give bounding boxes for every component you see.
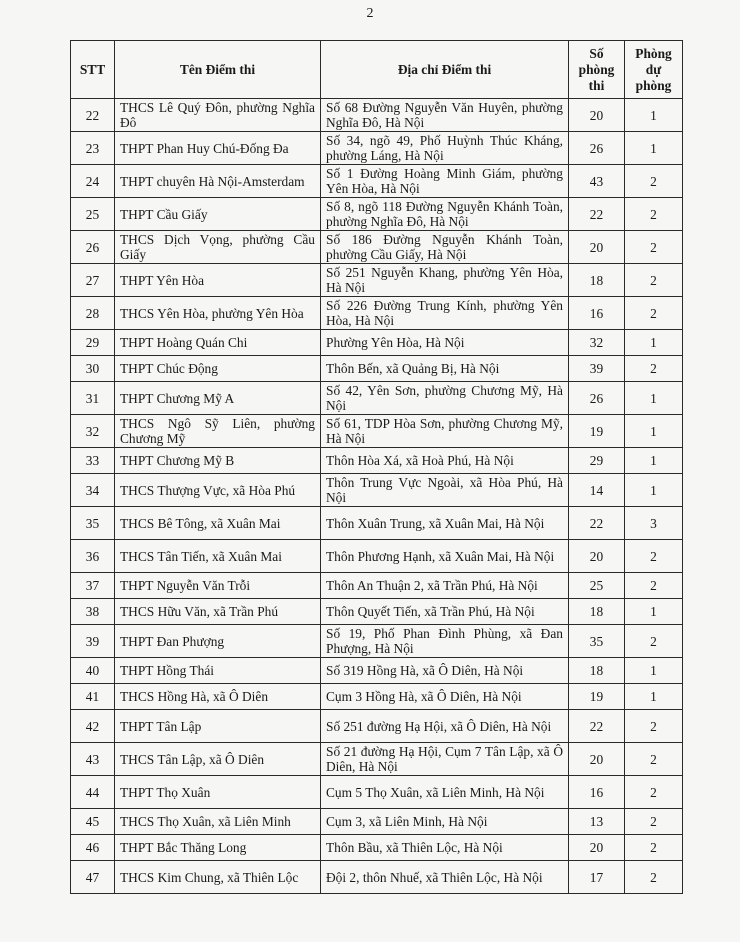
cell-stt: 39 xyxy=(71,625,115,658)
cell-name: THPT Yên Hòa xyxy=(115,264,321,297)
cell-stt: 44 xyxy=(71,776,115,809)
table-row xyxy=(71,743,683,776)
table-row xyxy=(71,448,683,474)
cell-rooms: 16 xyxy=(569,776,625,809)
cell-name: THCS Tân Lập, xã Ô Diên xyxy=(115,743,321,776)
header-reserve-line2: dự xyxy=(645,61,662,77)
cell-stt: 38 xyxy=(71,599,115,625)
cell-rooms: 18 xyxy=(569,599,625,625)
cell-rooms: 22 xyxy=(569,198,625,231)
cell-stt: 24 xyxy=(71,165,115,198)
cell-reserve: 1 xyxy=(625,382,683,415)
cell-stt: 27 xyxy=(71,264,115,297)
cell-address: Thôn An Thuận 2, xã Trần Phú, Hà Nội xyxy=(321,573,569,599)
cell-rooms: 13 xyxy=(569,809,625,835)
cell-rooms: 25 xyxy=(569,573,625,599)
cell-reserve: 1 xyxy=(625,99,683,132)
cell-stt: 32 xyxy=(71,415,115,448)
cell-stt: 42 xyxy=(71,710,115,743)
page-number: 2 xyxy=(366,6,374,21)
cell-address: Thôn Trung Vực Ngoài, xã Hòa Phú, Hà Nội xyxy=(321,474,569,507)
cell-reserve: 2 xyxy=(625,625,683,658)
header-stt: STT xyxy=(71,41,115,99)
cell-rooms: 20 xyxy=(569,99,625,132)
table-row xyxy=(71,382,683,415)
header-rooms-line2: phòng xyxy=(578,61,615,77)
cell-stt: 34 xyxy=(71,474,115,507)
cell-reserve: 1 xyxy=(625,448,683,474)
cell-name: THCS Yên Hòa, phường Yên Hòa xyxy=(115,297,321,330)
cell-address: Số 19, Phố Phan Đình Phùng, xã Đan Phượng, Hà Nội xyxy=(321,625,569,658)
cell-reserve: 2 xyxy=(625,356,683,382)
cell-address: Số 1 Đường Hoàng Minh Giám, phường Yên Hòa, Hà Nội xyxy=(321,165,569,198)
cell-rooms: 32 xyxy=(569,330,625,356)
cell-reserve: 2 xyxy=(625,264,683,297)
cell-reserve: 2 xyxy=(625,710,683,743)
cell-address: Số 42, Yên Sơn, phường Chương Mỹ, Hà Nội xyxy=(321,382,569,415)
table-row xyxy=(71,132,683,165)
cell-rooms: 22 xyxy=(569,710,625,743)
table-row xyxy=(71,264,683,297)
cell-stt: 40 xyxy=(71,658,115,684)
cell-rooms: 18 xyxy=(569,264,625,297)
cell-rooms: 35 xyxy=(569,625,625,658)
cell-address: Số 186 Đường Nguyễn Khánh Toàn, phường Cầu Giấy, Hà Nội xyxy=(321,231,569,264)
exam-sites-table xyxy=(70,40,683,894)
cell-name: THCS Ngô Sỹ Liên, phường Chương Mỹ xyxy=(115,415,321,448)
table-row xyxy=(71,625,683,658)
cell-name: THPT Bắc Thăng Long xyxy=(115,835,321,861)
cell-name: THCS Tân Tiến, xã Xuân Mai xyxy=(115,540,321,573)
header-reserve-line3: phòng xyxy=(635,77,672,93)
cell-stt: 36 xyxy=(71,540,115,573)
cell-rooms: 18 xyxy=(569,658,625,684)
cell-address: Số 319 Hồng Hà, xã Ô Diên, Hà Nội xyxy=(321,658,569,684)
cell-stt: 26 xyxy=(71,231,115,264)
cell-reserve: 3 xyxy=(625,507,683,540)
cell-rooms: 20 xyxy=(569,540,625,573)
cell-address: Số 68 Đường Nguyễn Văn Huyên, phường Nghĩa Đô, Hà Nội xyxy=(321,99,569,132)
table-header-row xyxy=(71,41,683,99)
cell-reserve: 2 xyxy=(625,231,683,264)
cell-name: THCS Bê Tông, xã Xuân Mai xyxy=(115,507,321,540)
table-row xyxy=(71,99,683,132)
cell-stt: 29 xyxy=(71,330,115,356)
cell-reserve: 2 xyxy=(625,776,683,809)
cell-name: THCS Kim Chung, xã Thiên Lộc xyxy=(115,861,321,894)
cell-name: THPT chuyên Hà Nội-Amsterdam xyxy=(115,165,321,198)
cell-stt: 46 xyxy=(71,835,115,861)
cell-address: Phường Yên Hòa, Hà Nội xyxy=(321,330,569,356)
cell-address: Thôn Hòa Xá, xã Hoà Phú, Hà Nội xyxy=(321,448,569,474)
cell-name: THPT Tân Lập xyxy=(115,710,321,743)
table-row xyxy=(71,710,683,743)
header-rooms xyxy=(569,41,625,99)
table-row xyxy=(71,198,683,231)
cell-address: Cụm 3 Hồng Hà, xã Ô Diên, Hà Nội xyxy=(321,684,569,710)
header-address: Địa chỉ Điểm thi xyxy=(321,41,569,99)
table-row xyxy=(71,684,683,710)
header-rooms-line1: Số xyxy=(589,45,604,61)
cell-name: THCS Hồng Hà, xã Ô Diên xyxy=(115,684,321,710)
header-reserve xyxy=(625,41,683,99)
cell-rooms: 14 xyxy=(569,474,625,507)
table-row xyxy=(71,658,683,684)
cell-name: THPT Hồng Thái xyxy=(115,658,321,684)
table-row xyxy=(71,415,683,448)
cell-reserve: 2 xyxy=(625,809,683,835)
table-row xyxy=(71,599,683,625)
cell-rooms: 20 xyxy=(569,743,625,776)
cell-rooms: 39 xyxy=(569,356,625,382)
cell-address: Thôn Bầu, xã Thiên Lộc, Hà Nội xyxy=(321,835,569,861)
cell-address: Đội 2, thôn Nhuế, xã Thiên Lộc, Hà Nội xyxy=(321,861,569,894)
cell-name: THPT Hoàng Quán Chi xyxy=(115,330,321,356)
table-row xyxy=(71,165,683,198)
cell-name: THPT Thọ Xuân xyxy=(115,776,321,809)
table-row xyxy=(71,540,683,573)
cell-stt: 33 xyxy=(71,448,115,474)
cell-reserve: 1 xyxy=(625,684,683,710)
cell-stt: 35 xyxy=(71,507,115,540)
cell-stt: 47 xyxy=(71,861,115,894)
cell-rooms: 17 xyxy=(569,861,625,894)
cell-stt: 28 xyxy=(71,297,115,330)
cell-reserve: 2 xyxy=(625,573,683,599)
cell-reserve: 2 xyxy=(625,835,683,861)
table-row xyxy=(71,835,683,861)
cell-rooms: 20 xyxy=(569,835,625,861)
table-row xyxy=(71,776,683,809)
cell-rooms: 19 xyxy=(569,684,625,710)
table-row xyxy=(71,356,683,382)
cell-stt: 23 xyxy=(71,132,115,165)
cell-name: THPT Cầu Giấy xyxy=(115,198,321,231)
cell-rooms: 26 xyxy=(569,382,625,415)
cell-rooms: 19 xyxy=(569,415,625,448)
table-body xyxy=(71,99,683,894)
cell-name: THPT Nguyễn Văn Trỗi xyxy=(115,573,321,599)
cell-address: Thôn Xuân Trung, xã Xuân Mai, Hà Nội xyxy=(321,507,569,540)
cell-rooms: 29 xyxy=(569,448,625,474)
cell-reserve: 1 xyxy=(625,415,683,448)
table-row xyxy=(71,809,683,835)
cell-reserve: 2 xyxy=(625,743,683,776)
cell-name: THCS Dịch Vọng, phường Cầu Giấy xyxy=(115,231,321,264)
cell-stt: 22 xyxy=(71,99,115,132)
header-name: Tên Điểm thi xyxy=(115,41,321,99)
cell-name: THCS Thọ Xuân, xã Liên Minh xyxy=(115,809,321,835)
header-rooms-line3: thi xyxy=(588,77,605,93)
cell-rooms: 26 xyxy=(569,132,625,165)
cell-name: THCS Thượng Vực, xã Hòa Phú xyxy=(115,474,321,507)
cell-reserve: 1 xyxy=(625,474,683,507)
table-row xyxy=(71,231,683,264)
cell-stt: 41 xyxy=(71,684,115,710)
cell-name: THPT Phan Huy Chú-Đống Đa xyxy=(115,132,321,165)
cell-address: Số 34, ngõ 49, Phố Huỳnh Thúc Kháng, phường Láng, Hà Nội xyxy=(321,132,569,165)
cell-address: Số 61, TDP Hòa Sơn, phường Chương Mỹ, Hà Nội xyxy=(321,415,569,448)
table-row xyxy=(71,861,683,894)
cell-address: Thôn Phương Hạnh, xã Xuân Mai, Hà Nội xyxy=(321,540,569,573)
cell-reserve: 2 xyxy=(625,861,683,894)
cell-name: THPT Chúc Động xyxy=(115,356,321,382)
cell-stt: 37 xyxy=(71,573,115,599)
cell-address: Số 21 đường Hạ Hội, Cụm 7 Tân Lập, xã Ô Diên, Hà Nội xyxy=(321,743,569,776)
cell-reserve: 1 xyxy=(625,330,683,356)
cell-stt: 43 xyxy=(71,743,115,776)
cell-rooms: 22 xyxy=(569,507,625,540)
cell-name: THCS Hữu Văn, xã Trần Phú xyxy=(115,599,321,625)
cell-address: Cụm 5 Thọ Xuân, xã Liên Minh, Hà Nội xyxy=(321,776,569,809)
cell-address: Số 251 Nguyễn Khang, phường Yên Hòa, Hà Nội xyxy=(321,264,569,297)
cell-rooms: 20 xyxy=(569,231,625,264)
cell-stt: 25 xyxy=(71,198,115,231)
cell-reserve: 1 xyxy=(625,599,683,625)
cell-name: THPT Chương Mỹ A xyxy=(115,382,321,415)
cell-rooms: 43 xyxy=(569,165,625,198)
cell-address: Số 226 Đường Trung Kính, phường Yên Hòa, Hà Nội xyxy=(321,297,569,330)
table-row xyxy=(71,474,683,507)
cell-address: Số 8, ngõ 118 Đường Nguyễn Khánh Toàn, phường Nghĩa Đô, Hà Nội xyxy=(321,198,569,231)
cell-address: Số 251 đường Hạ Hội, xã Ô Diên, Hà Nội xyxy=(321,710,569,743)
cell-reserve: 1 xyxy=(625,132,683,165)
cell-stt: 45 xyxy=(71,809,115,835)
cell-address: Thôn Bến, xã Quảng Bị, Hà Nội xyxy=(321,356,569,382)
table-row xyxy=(71,507,683,540)
cell-reserve: 2 xyxy=(625,165,683,198)
cell-address: Thôn Quyết Tiến, xã Trần Phú, Hà Nội xyxy=(321,599,569,625)
cell-reserve: 2 xyxy=(625,540,683,573)
cell-reserve: 2 xyxy=(625,297,683,330)
cell-reserve: 2 xyxy=(625,198,683,231)
header-reserve-line1: Phòng xyxy=(635,45,672,61)
cell-rooms: 16 xyxy=(569,297,625,330)
table-row xyxy=(71,330,683,356)
cell-address: Cụm 3, xã Liên Minh, Hà Nội xyxy=(321,809,569,835)
cell-stt: 30 xyxy=(71,356,115,382)
table-row xyxy=(71,297,683,330)
cell-name: THPT Chương Mỹ B xyxy=(115,448,321,474)
cell-name: THPT Đan Phượng xyxy=(115,625,321,658)
cell-stt: 31 xyxy=(71,382,115,415)
cell-reserve: 1 xyxy=(625,658,683,684)
table-row xyxy=(71,573,683,599)
cell-name: THCS Lê Quý Đôn, phường Nghĩa Đô xyxy=(115,99,321,132)
